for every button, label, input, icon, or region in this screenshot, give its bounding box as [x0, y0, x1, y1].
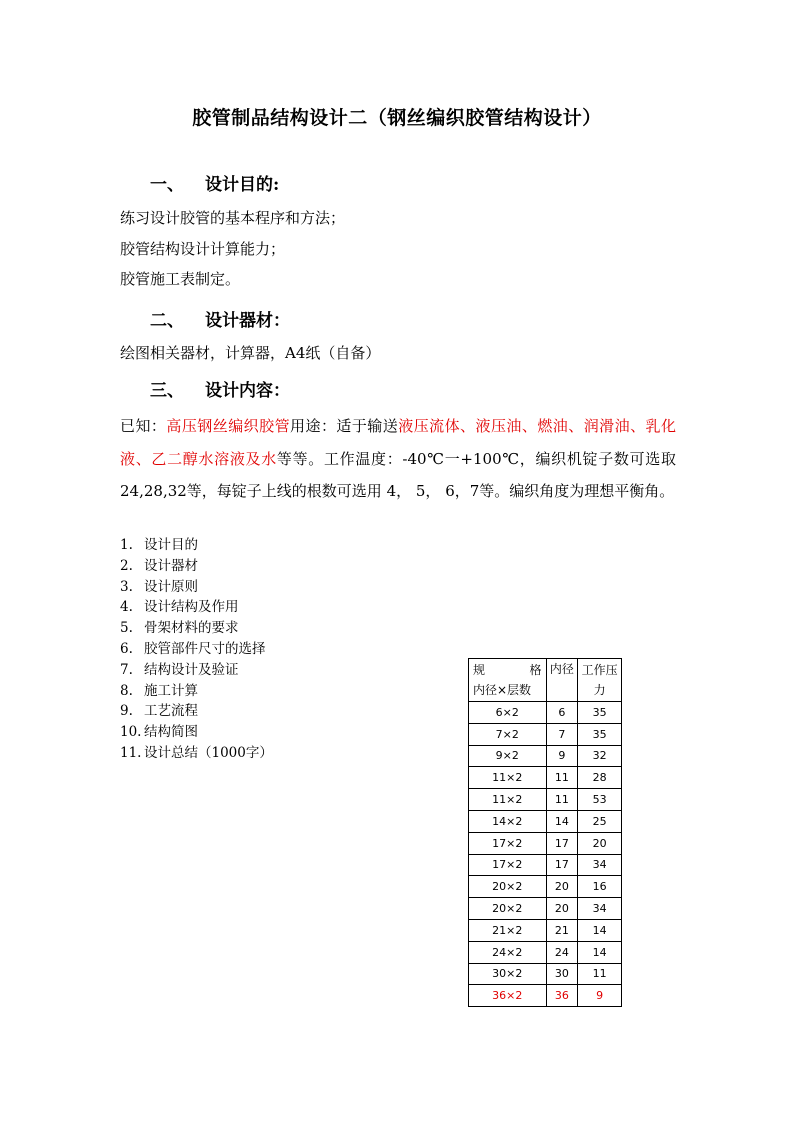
section-title: 设计内容：: [205, 381, 290, 401]
table-cell-p: 28: [578, 767, 622, 789]
usage-prefix: 用途：适于输送: [290, 417, 399, 435]
table-cell-p: 20: [578, 832, 622, 854]
list-item: 9. 工艺流程: [120, 703, 198, 720]
table-row: [469, 723, 622, 745]
section-number: 三、: [150, 381, 184, 401]
purpose-line-3: 胶管施工表制定。: [120, 270, 241, 288]
section-heading-content: [150, 376, 290, 401]
table-cell-p: 53: [578, 789, 622, 811]
list-item: 3. 设计原则: [120, 578, 198, 595]
section-title: 设计目的:: [205, 175, 280, 195]
purpose-line-2: 胶管结构设计计算能力；: [120, 240, 286, 258]
table-cell-p: 11: [578, 963, 622, 985]
table-row: [469, 876, 622, 898]
table-cell-p: 35: [578, 702, 622, 724]
table-cell-spec: 36×2: [469, 985, 547, 1007]
table-row: [469, 767, 622, 789]
table-cell-d: 17: [546, 832, 578, 854]
table-cell-p: 9: [578, 985, 622, 1007]
table-cell-d: 9: [546, 745, 578, 767]
table-cell-p: 34: [578, 854, 622, 876]
table-row: [469, 985, 622, 1007]
table-cell-spec: 21×2: [469, 919, 547, 941]
table-cell-d: 21: [546, 919, 578, 941]
table-cell-d: 20: [546, 876, 578, 898]
table-row: [469, 941, 622, 963]
known-rest: 等等。工作温度：-40℃一+100℃，编织机锭子数可选取24,28,32等，每锭子上线的根数可选用 4， 5， 6，7等。编织角度为理想平衡角。: [120, 449, 676, 500]
section-number: 一、: [150, 175, 184, 195]
section-heading-purpose: [150, 170, 279, 195]
table-cell-spec: 14×2: [469, 810, 547, 832]
table-cell-p: 32: [578, 745, 622, 767]
table-row: [469, 702, 622, 724]
list-item: 10. 结构简图: [120, 724, 198, 741]
table-cell-spec: 11×2: [469, 789, 547, 811]
header-inner-diameter: 内径: [546, 659, 578, 702]
list-item: 2. 设计器材: [120, 557, 198, 574]
table-cell-d: 24: [546, 941, 578, 963]
equipment-text: 绘图相关器材，计算器，A4纸（自备）: [120, 344, 381, 362]
table-row: [469, 810, 622, 832]
table-header-row: [469, 659, 622, 702]
table-cell-spec: 9×2: [469, 745, 547, 767]
table-row: [469, 789, 622, 811]
section-heading-equipment: [150, 306, 290, 331]
list-item: 8. 施工计算: [120, 682, 198, 699]
known-prefix: 已知：: [120, 417, 167, 435]
table-cell-p: 34: [578, 898, 622, 920]
list-item: 4. 设计结构及作用: [120, 599, 239, 616]
table-cell-d: 20: [546, 898, 578, 920]
table-cell-spec: 24×2: [469, 941, 547, 963]
table-row: [469, 854, 622, 876]
table-cell-spec: 17×2: [469, 854, 547, 876]
outline-list: [120, 535, 273, 764]
product-name: 高压钢丝编织胶管: [166, 417, 291, 435]
table-cell-p: 35: [578, 723, 622, 745]
table-cell-spec: 20×2: [469, 876, 547, 898]
list-item: 11. 设计总结（1000字）: [120, 744, 273, 761]
purpose-line-1: 练习设计胶管的基本程序和方法；: [120, 209, 346, 227]
table-cell-spec: 7×2: [469, 723, 547, 745]
table-cell-d: 6: [546, 702, 578, 724]
table-cell-spec: 11×2: [469, 767, 547, 789]
table-cell-spec: 17×2: [469, 832, 547, 854]
table-cell-p: 14: [578, 919, 622, 941]
header-working-pressure: 工作压 力: [578, 659, 622, 702]
table-row: [469, 832, 622, 854]
table-cell-d: 14: [546, 810, 578, 832]
list-item: 1. 设计目的: [120, 537, 198, 553]
table-cell-p: 16: [578, 876, 622, 898]
table-cell-spec: 20×2: [469, 898, 547, 920]
section-title: 设计器材：: [205, 311, 290, 331]
list-item: 7. 结构设计及验证: [120, 661, 239, 678]
table-row: [469, 745, 622, 767]
table-cell-d: 11: [546, 789, 578, 811]
table-row: [469, 919, 622, 941]
table-cell-p: 14: [578, 941, 622, 963]
table-cell-d: 7: [546, 723, 578, 745]
header-spec: 规 格 内径×层数: [469, 659, 547, 702]
table-cell-d: 11: [546, 767, 578, 789]
table-cell-spec: 6×2: [469, 702, 547, 724]
document-title: 胶管制品结构设计二（钢丝编织胶管结构设计）: [192, 107, 602, 129]
table-row: [469, 898, 622, 920]
media-list: 液压流体、液压油、燃油、润滑油、乳化液、乙二醇水溶液及水: [120, 417, 676, 468]
hose-spec-table: [468, 658, 622, 1007]
table-cell-d: 17: [546, 854, 578, 876]
list-item: 6. 胶管部件尺寸的选择: [120, 640, 266, 657]
table-cell-p: 25: [578, 810, 622, 832]
section-number: 二、: [150, 311, 184, 331]
list-item: 5. 骨架材料的要求: [120, 620, 239, 637]
table-cell-d: 30: [546, 963, 578, 985]
table-cell-spec: 30×2: [469, 963, 547, 985]
table-row: [469, 963, 622, 985]
known-conditions-paragraph: [120, 410, 676, 508]
table-cell-d: 36: [546, 985, 578, 1007]
